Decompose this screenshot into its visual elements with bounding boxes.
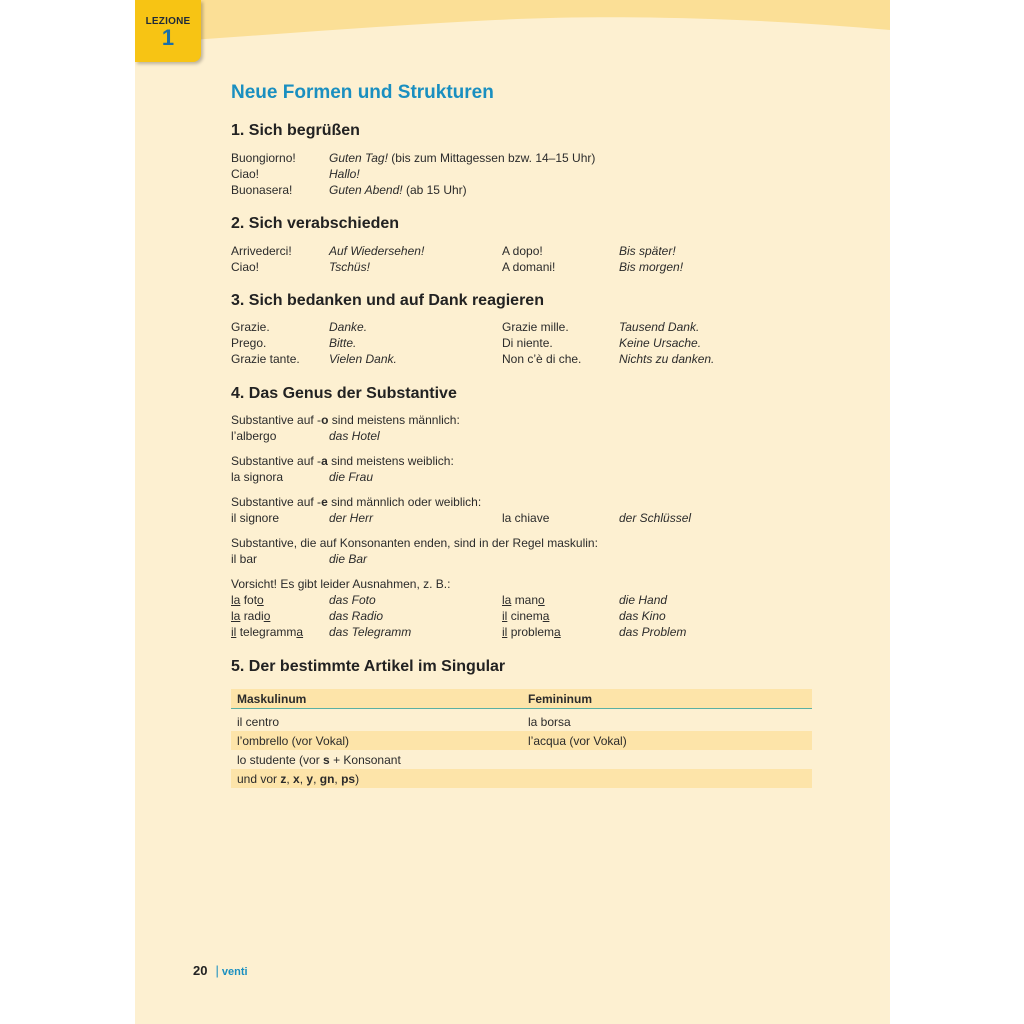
table-row [231,769,812,788]
farewell-row [231,259,821,275]
page-number: 20 [193,963,208,978]
german-noun: der Schlüssel [619,511,692,525]
italian-phrase: Arrivederci! [231,244,292,258]
lesson-number: 1 [161,25,175,50]
exceptions-note: Vorsicht! Es gibt leider Ausnahmen, z. B.: [231,577,451,591]
table-row [231,709,812,732]
german-phrase: Nichts zu danken. [619,352,715,366]
exception-row [231,592,821,608]
farewell-row [231,243,821,259]
italian-phrase: A dopo! [502,244,543,258]
feminine-cell: la borsa [528,714,571,729]
column-header-masculine: Maskulinum [231,689,522,709]
thanks-row [231,319,821,335]
exception-row [231,608,821,624]
german-noun: die Frau [329,470,374,484]
italian-phrase: Ciao! [231,260,260,274]
thanks-row [231,335,821,351]
italian-phrase: Buonasera! [231,183,293,197]
page-footer [193,963,248,978]
rule-a: Substantive auf -a sind meistens weiblich: [231,454,454,468]
section-5-heading: 5. Der bestimmte Artikel im Singular [231,658,506,675]
italian-phrase: Grazie. [231,320,270,334]
header-wave [135,0,890,70]
exception-row [231,624,821,640]
german-phrase: Tausend Dank. [619,320,700,334]
section-3-heading: 3. Sich bedanken und auf Dank reagieren [231,292,544,309]
table-row [231,750,812,769]
masculine-cell: l’ombrello (vor Vokal) [231,731,522,750]
german-noun: das Kino [619,609,666,623]
rule-e: Substantive auf -e sind männlich oder weiblich: [231,495,482,509]
greeting-row [231,150,821,166]
page [135,0,890,1024]
feminine-cell: l’acqua (vor Vokal) [522,731,812,750]
german-phrase: Hallo! [329,167,360,181]
masculine-cell: lo studente (vor s + Konsonant [237,752,401,767]
masculine-cell: und vor z, x, y, gn, ps) [231,769,522,788]
german-noun: das Problem [619,625,687,639]
italian-phrase: Non c’è di che. [502,352,582,366]
italian-noun: la signora [231,470,284,484]
german-phrase: Keine Ursache. [619,336,702,350]
german-phrase: Bis morgen! [619,260,684,274]
italian-noun: il bar [231,552,258,566]
page-title: Neue Formen und Strukturen [231,82,494,103]
feminine-cell [522,769,812,788]
italian-phrase: Grazie tante. [231,352,300,366]
italian-noun: la radio [231,609,271,623]
masculine-cell: il centro [237,714,280,729]
greeting-row [231,166,821,182]
section-2-heading: 2. Sich verabschieden [231,215,400,232]
example-row [231,428,821,444]
footer-divider: | [215,963,219,978]
italian-phrase: Prego. [231,336,267,350]
german-phrase: Bitte. [329,336,357,350]
german-phrase: Bis später! [619,244,676,258]
rule-consonant: Substantive, die auf Konsonanten enden, sind in der Regel maskulin: [231,536,598,550]
german-phrase: Tschüs! [329,260,370,274]
italian-phrase: Ciao! [231,167,260,181]
section-4-heading: 4. Das Genus der Substantive [231,385,457,402]
german-noun: das Telegramm [329,625,412,639]
italian-noun: il telegramma [231,625,304,639]
german-noun: die Bar [329,552,368,566]
german-phrase: Guten Abend! (ab 15 Uhr) [329,183,467,197]
table-row [231,731,812,750]
section-1-heading: 1. Sich begrüßen [231,122,360,139]
italian-phrase: Grazie mille. [502,320,569,334]
german-noun: das Hotel [329,429,380,443]
german-phrase: Danke. [329,320,368,334]
article-table [231,689,812,788]
italian-phrase: A domani! [502,260,556,274]
lesson-badge [135,0,201,62]
page-number-word: venti [221,966,248,978]
example-row [231,469,821,485]
italian-phrase: Di niente. [502,336,553,350]
feminine-cell [522,750,812,769]
rule-o: Substantive auf -o sind meistens männlich: [231,413,460,427]
italian-noun: il signore [231,511,280,525]
italian-noun: la chiave [502,511,550,525]
italian-noun: la mano [502,593,545,607]
italian-noun: il problema [502,625,561,639]
table-header-row [231,689,812,709]
italian-phrase: Buongiorno! [231,151,296,165]
example-row [231,551,821,567]
german-phrase: Auf Wiedersehen! [329,244,425,258]
german-phrase: Guten Tag! (bis zum Mittagessen bzw. 14–15 Uhr) [329,151,596,165]
italian-noun: il cinema [502,609,550,623]
german-phrase: Vielen Dank. [329,352,397,366]
italian-noun: l’albergo [231,429,277,443]
greeting-row [231,182,821,198]
example-row [231,510,821,526]
german-noun: der Herr [329,511,374,525]
german-noun: die Hand [619,593,668,607]
german-noun: das Radio [329,609,384,623]
lesson-label: LEZIONE [145,16,191,27]
italian-noun: la foto [231,593,264,607]
column-header-feminine: Femininum [522,689,812,709]
thanks-row [231,351,821,367]
german-noun: das Foto [329,593,376,607]
